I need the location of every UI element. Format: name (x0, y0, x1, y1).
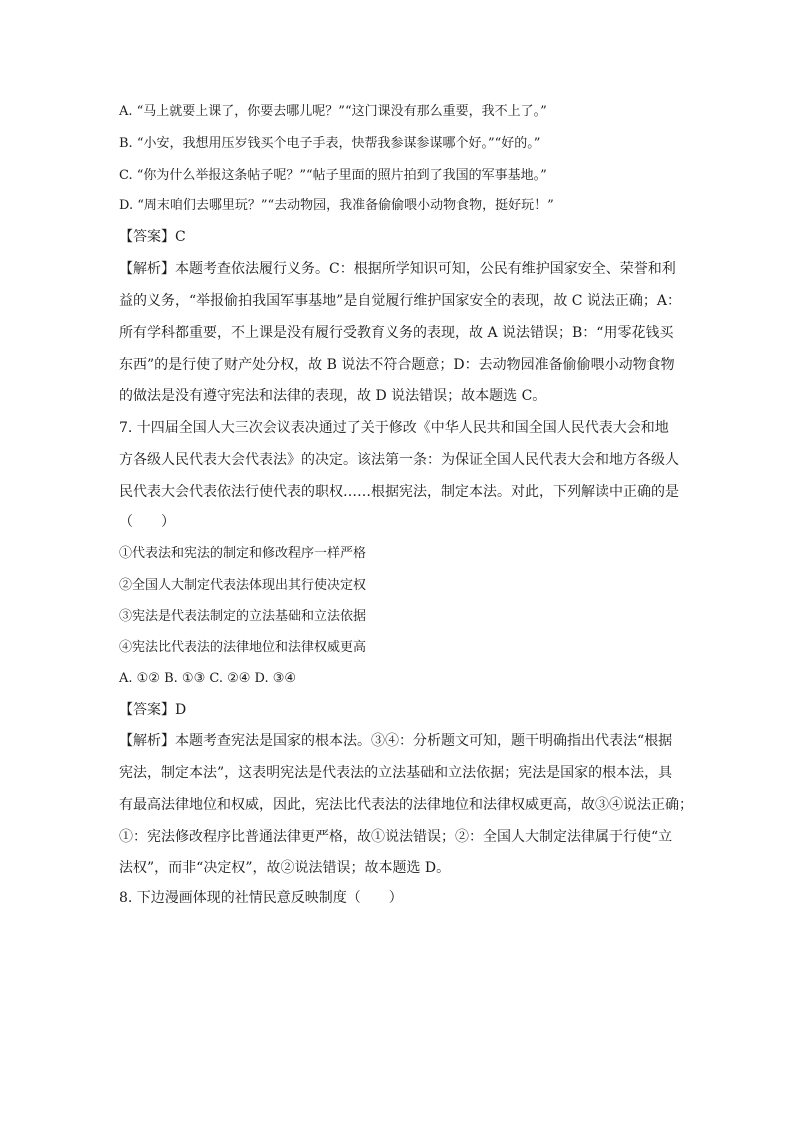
q6-option-c: C. “你为什么举报这条帖子呢？”“帖子里面的照片拍到了我国的军事基地。” (119, 168, 547, 183)
q7-item-3: ③宪法是代表法制定的立法基础和立法依据 (119, 609, 367, 624)
q7-analysis-line: 宪法，制定本法”，这表明宪法是代表法的立法基础和立法依据；宪法是国家的根本法，具 (119, 765, 673, 781)
q6-option-b: B. “小安，我想用压岁钱买个电子手表，快帮我参谋参谋哪个好。”“好的。” (119, 136, 541, 151)
q7-analysis-line: ①：宪法修改程序比普通法律更严格，故①说法错误；②：全国人大制定法律属于行使“立 (119, 829, 673, 845)
q7-stem-line: 民代表大会代表依法行使代表的职权……根据宪法，制定本法。对此，下列解读中正确的是 (119, 484, 679, 500)
q6-analysis-line: 的做法是没有遵守宪法和法律的表现，故 D 说法错误；故本题选 C。 (119, 388, 547, 404)
q6-analysis-line: 【解析】本题考查依法履行义务。C：根据所学知识可知，公民有维护国家安全、荣誉和利 (119, 261, 676, 277)
q7-item-4: ④宪法比代表法的法律地位和法律权威更高 (119, 640, 367, 655)
q7-analysis-line: 法权”，而非“决定权”，故②说法错误；故本题选 D。 (119, 860, 451, 876)
q6-analysis-line: 益的义务，“举报偷拍我国军事基地”是自觉履行维护国家安全的表现，故 C 说法正确；A： (119, 293, 682, 309)
q7-choices: A. ①② B. ①③ C. ②④ D. ③④ (119, 671, 297, 686)
q6-option-a: A. “马上就要上课了，你要去哪儿呢？”“这门课没有那么重要，我不上了。” (119, 104, 547, 119)
q7-stem-line: 7. 十四届全国人大三次会议表决通过了关于修改《中华人民共和国全国人民代表大会和地 (119, 420, 669, 436)
q7-item-2: ②全国人大制定代表法体现出其行使决定权 (119, 578, 367, 593)
q6-analysis-line: 所有学科都重要，不上课是没有履行受教育义务的表现，故 A 说法错误；B：“用零花钱买 (119, 325, 674, 341)
q8-stem: 8. 下边漫画体现的社情民意反映制度（ ） (119, 890, 403, 906)
q7-item-1: ①代表法和宪法的制定和修改程序一样严格 (119, 546, 367, 561)
q7-stem-bracket: （ ） (119, 514, 175, 530)
q7-analysis-line: 【解析】本题考查宪法是国家的根本法。③④：分析题文可知，题干明确指出代表法“根据 (119, 733, 673, 749)
q7-stem-line: 方各级人民代表大会代表法》的决定。该法第一条：为保证全国人民代表大会和地方各级人 (119, 452, 679, 468)
q7-analysis-line: 有最高法律地位和权威，因此，宪法比代表法的法律地位和法律权威更高，故③④说法正确； (119, 797, 693, 813)
q7-answer: 【答案】D (119, 702, 187, 718)
q6-answer: 【答案】C (119, 229, 186, 245)
q6-option-d: D. “周末咱们去哪里玩？”“去动物园，我准备偷偷喂小动物食物，挺好玩！” (119, 198, 554, 213)
q6-analysis-line: 东西”的是行使了财产处分权，故 B 说法不符合题意；D：去动物园准备偷偷喂小动物食物 (119, 357, 675, 373)
